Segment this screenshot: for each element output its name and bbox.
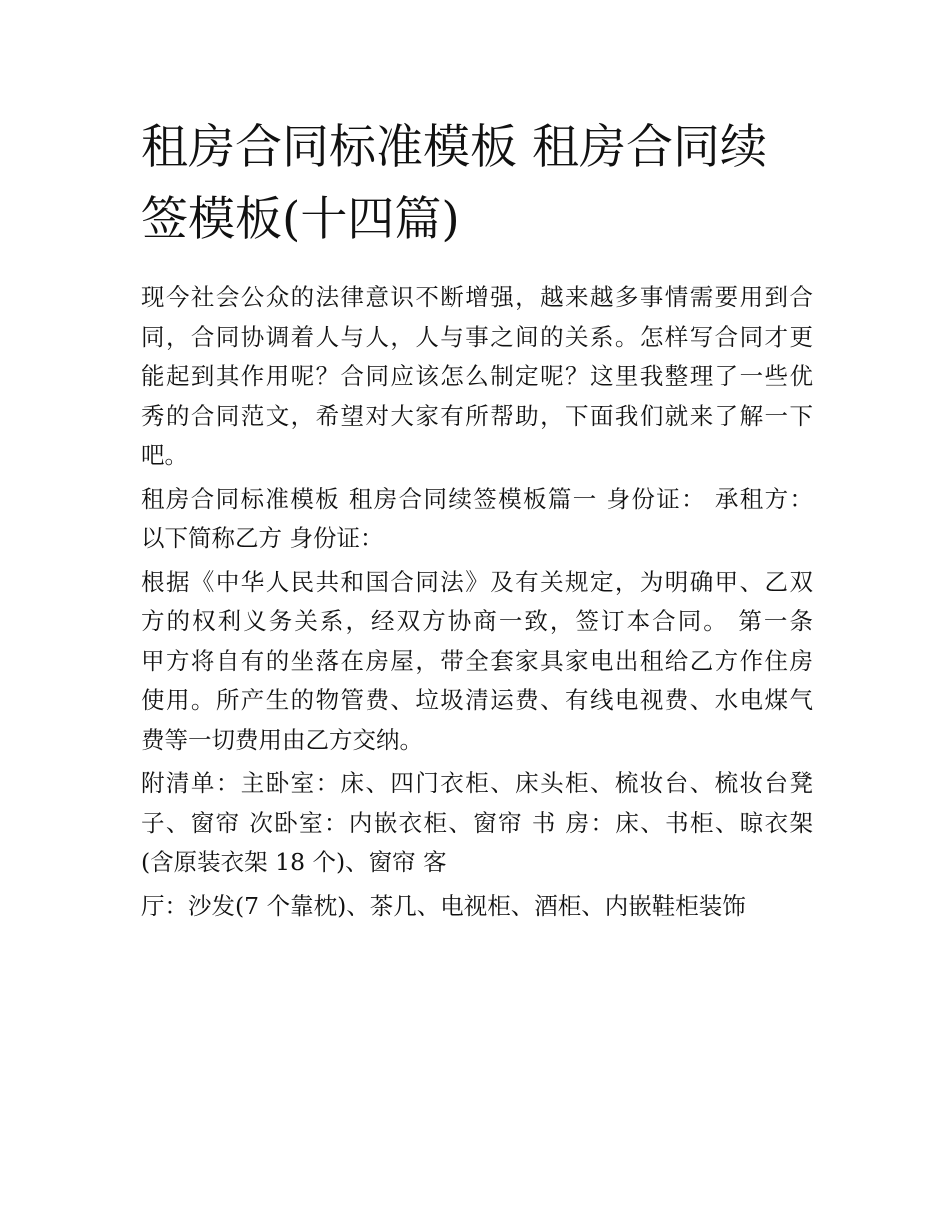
document-body	[141, 278, 813, 926]
title-line: 租房合同标准模板 租房合同续	[141, 120, 767, 175]
paragraph-article-one	[141, 563, 813, 761]
text-line: 方的权利义务关系，经双方协商一致，签订本合同。 第一条	[141, 607, 813, 635]
paragraph-intro	[141, 278, 813, 476]
text-line: 费等一切费用由乙方交纳。	[141, 725, 423, 754]
text-line: 能起到其作用呢？合同应该怎么制定呢？这里我整理了一些优	[141, 362, 813, 390]
text-line: 以下简称乙方 身份证：	[141, 524, 384, 552]
text-line: 使用。所产生的物管费、垃圾清运费、有线电视费、水电煤气	[141, 686, 813, 714]
document-page	[141, 112, 813, 930]
paragraph-inventory	[141, 764, 813, 883]
text-line: 根据《中华人民共和国合同法》及有关规定，为明确甲、乙双	[141, 567, 813, 596]
text-line: 同，合同协调着人与人，人与事之间的关系。怎样写合同才更	[141, 322, 813, 351]
paragraph-living-room	[141, 887, 813, 927]
paragraph-parties	[141, 480, 813, 559]
text-line: (含原装衣架 18 个)、窗帘 客	[141, 848, 447, 876]
text-line: 吧。	[141, 441, 188, 469]
text-line: 现今社会公众的法律意识不断增强，越来越多事情需要用到合	[141, 283, 813, 311]
text-line: 附清单：主卧室：床、四门衣柜、床头柜、梳妆台、梳妆台凳	[141, 769, 813, 797]
text-line: 甲方将自有的坐落在房屋，带全套家具家电出租给乙方作住房	[141, 646, 813, 675]
text-line: 子、窗帘 次卧室：内嵌衣柜、窗帘 书 房：床、书柜、晾衣架	[141, 808, 813, 837]
document-title	[141, 112, 813, 256]
text-line: 租房合同标准模板 租房合同续签模板篇一 身份证： 承租方：	[141, 484, 813, 513]
text-line: 秀的合同范文，希望对大家有所帮助，下面我们就来了解一下	[141, 401, 813, 430]
text-line: 厅：沙发(7 个靠枕)、茶几、电视柜、酒柜、内嵌鞋柜装饰	[141, 891, 746, 920]
title-line: 签模板(十四篇)	[141, 192, 460, 247]
